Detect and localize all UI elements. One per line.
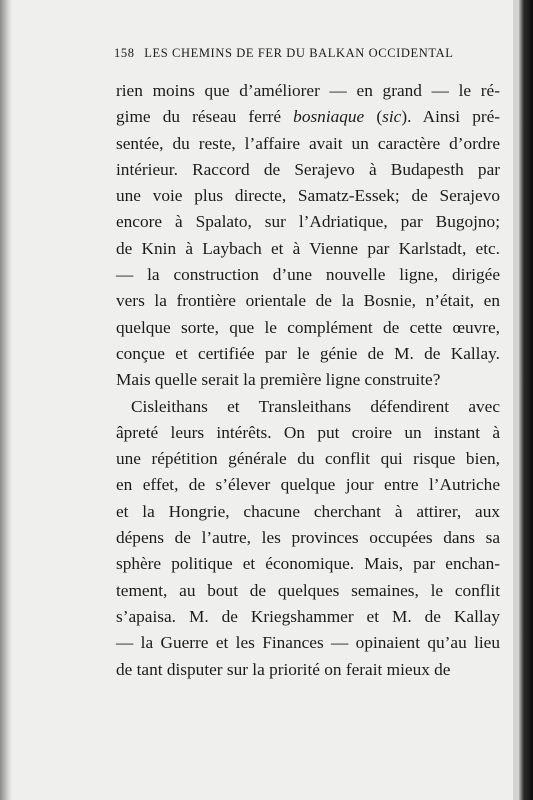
scan-border — [519, 0, 533, 800]
running-title: LES CHEMINS DE FER DU BALKAN OCCIDENTAL — [144, 46, 454, 60]
binding-shadow — [0, 0, 12, 800]
text-line: intérieur. Raccord de Serajevo à Budapesth par — [116, 159, 500, 179]
text-line: vers la frontière orientale de la Bosnie, n’était, en — [116, 291, 500, 311]
text-line: conçue et certifiée par le génie de M. de Kallay. — [116, 343, 500, 363]
text-line: âpreté leurs intérêts. On put croire un instant à — [116, 422, 500, 442]
text-line: Mais quelle serait la première ligne construite? — [116, 370, 441, 390]
text-line: s’apaisa. M. de Kriegshammer et M. de Kallay — [116, 606, 500, 626]
text-line: et la Hongrie, chacune cherchant à attirer, aux — [116, 501, 500, 521]
text-line: — la construction d’une nouvelle ligne, dirigée — [116, 265, 500, 285]
text-line: Cisleithans et Transleithans défendirent avec — [131, 396, 500, 416]
text-line: rien moins que d’améliorer — en grand — le ré- — [116, 81, 500, 100]
text-line: une voie plus directe, Samatz-Essek; de Serajevo — [116, 186, 500, 206]
text-line: en effet, de s’élever quelque jour entre l’Autriche — [116, 475, 500, 495]
text-line: dépens de l’autre, les provinces occupées dans sa — [116, 528, 500, 548]
text-line: tement, au bout de quelques semaines, le conflit — [116, 580, 500, 600]
text-line: sentée, du reste, l’affaire avait un caractère d’ordre — [116, 133, 500, 153]
body-text — [116, 78, 500, 683]
running-header — [114, 46, 454, 61]
text-line: une répétition générale du conflit qui risque bien, — [116, 449, 500, 469]
text-line: sphère politique et économique. Mais, par enchan- — [116, 554, 500, 574]
text-line: de Knin à Laybach et à Vienne par Karlstadt, etc. — [116, 238, 500, 258]
text-line: gime du réseau ferré bosniaque (sic). Ainsi pré- — [116, 107, 501, 127]
text-line: de tant disputer sur la priorité on ferait mieux de — [116, 659, 451, 679]
text-line: encore à Spalato, sur l’Adriatique, par Bugojno; — [116, 212, 500, 232]
text-line: — la Guerre et les Finances — opinaient qu’au lieu — [116, 633, 500, 653]
page-number: 158 — [114, 46, 135, 60]
text-line: quelque sorte, que le complément de cette œuvre, — [116, 317, 500, 337]
